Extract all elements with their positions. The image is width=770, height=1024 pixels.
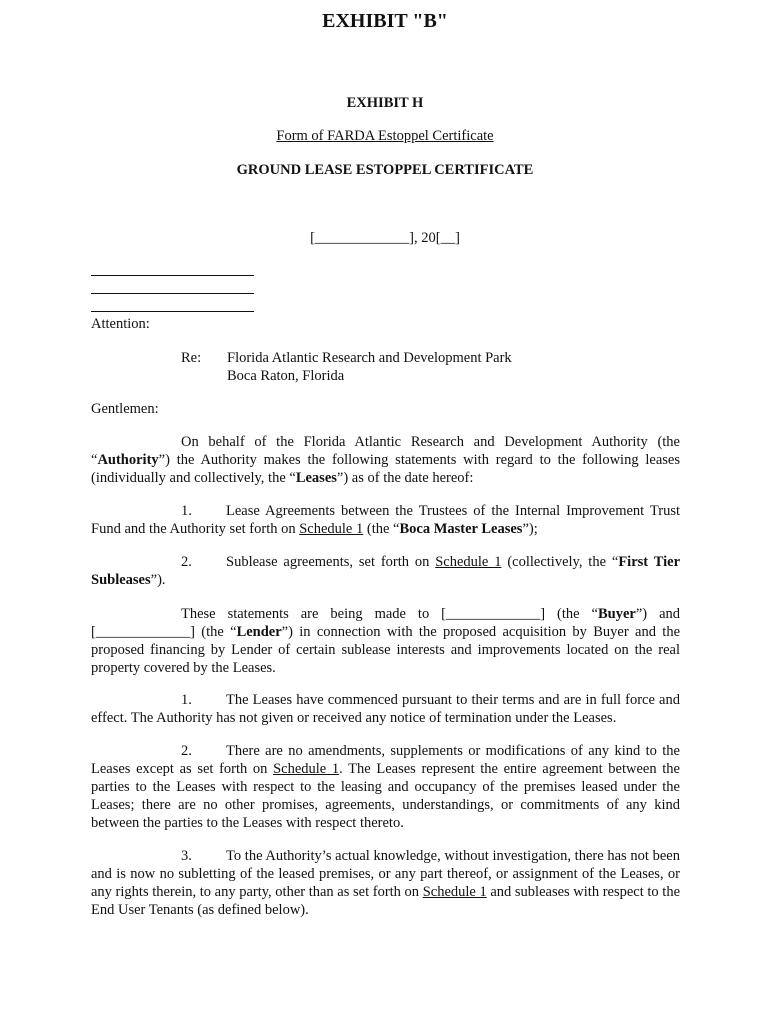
addressee-line-1 <box>91 275 254 276</box>
intro-text-2: ”) the Authority makes the following statements with regard to the following leases (individually and collectively, the “ <box>91 452 680 486</box>
statement-text: There are no amendments, supplements or modifications of any kind to the Leases except as set forth on <box>91 743 680 777</box>
statement-text: . The Leases represent the entire agreement between the parties to the Leases with respect to the leasing and occupancy of the premises leased under the Leases; there are no other promises, agreements, understandings, or commitments of any kind between the parties to the Leases with respect thereto. <box>91 761 680 831</box>
re-line-1: Florida Atlantic Research and Development Park <box>227 350 512 366</box>
schedule-reference: Schedule 1 <box>422 884 487 900</box>
re-label: Re: <box>181 350 202 366</box>
defined-term: First Tier Subleases <box>91 554 680 588</box>
lease-item-2 <box>91 553 680 589</box>
lender-term: Lender <box>236 624 282 640</box>
statement-number: 1. <box>181 692 192 708</box>
statement-text: and subleases with respect to the End User Tenants (as defined below). <box>91 884 681 918</box>
statements-intro-paragraph <box>91 605 680 677</box>
addressee-line-3 <box>91 311 254 312</box>
lease-item-number: 2. <box>181 554 192 570</box>
statement-3 <box>91 847 680 919</box>
defined-term: Boca Master Leases <box>399 521 523 537</box>
lease-item-number: 1. <box>181 503 192 519</box>
lease-item-text: Lease Agreements between the Trustees of the Internal Improvement Trust Fund and the Authority set forth on <box>91 503 680 537</box>
lease-item-text: ”). <box>150 572 166 588</box>
intro-paragraph <box>91 433 680 487</box>
authority-term: Authority <box>97 452 159 468</box>
statement-number: 2. <box>181 743 192 759</box>
lease-item-text: (the “ <box>363 521 400 537</box>
schedule-reference: Schedule 1 <box>273 761 340 777</box>
certificate-title: GROUND LEASE ESTOPPEL CERTIFICATE <box>236 162 534 178</box>
addressee-line-2 <box>91 293 254 294</box>
form-title: Form of FARDA Estoppel Certificate <box>276 128 494 144</box>
attention-label: Attention: <box>91 316 150 332</box>
statement-number: 3. <box>181 848 192 864</box>
lease-item-text: (collectively, the “ <box>501 554 619 570</box>
statements-intro-text-1: These statements are being made to [_____________] (the “ <box>181 606 598 622</box>
lease-item-text: ”); <box>522 521 538 537</box>
statement-text: To the Authority’s actual knowledge, without investigation, there has not been and is now no subletting of the leased premises, or any part thereof, or assignment of the Leases, or any rights therein, to any party, other than as set forth on <box>91 848 680 900</box>
re-line-2: Boca Raton, Florida <box>227 368 345 384</box>
intro-text-3: ”) as of the date hereof: <box>336 470 474 486</box>
schedule-reference: Schedule 1 <box>435 554 502 570</box>
statement-text: The Leases have commenced pursuant to their terms and are in full force and effect. The Authority has not given or received any notice of termination under the Leases. <box>91 692 680 726</box>
exhibit-b-heading: EXHIBIT "B" <box>322 10 448 32</box>
statements-intro-text-2: ”) and [_____________] (the “ <box>91 606 681 640</box>
lease-item-1 <box>91 502 680 538</box>
salutation: Gentlemen: <box>91 401 159 417</box>
lease-item-text: Sublease agreements, set forth on <box>226 554 436 570</box>
form-title-row <box>0 127 770 145</box>
statement-2 <box>91 742 680 832</box>
buyer-term: Buyer <box>597 606 636 622</box>
schedule-reference: Schedule 1 <box>299 521 364 537</box>
exhibit-h-heading: EXHIBIT H <box>346 95 424 111</box>
statement-1 <box>91 691 680 727</box>
statements-intro-text-3: ”) in connection with the proposed acquisition by Buyer and the proposed financing by Lender of certain sublease interests and improvements located on the real property covered by the Leases. <box>91 624 681 676</box>
date-line: [_____________], 20[__] <box>310 230 460 246</box>
intro-text-1: On behalf of the Florida Atlantic Research and Development Authority (the “ <box>91 434 680 468</box>
leases-term: Leases <box>295 470 337 486</box>
